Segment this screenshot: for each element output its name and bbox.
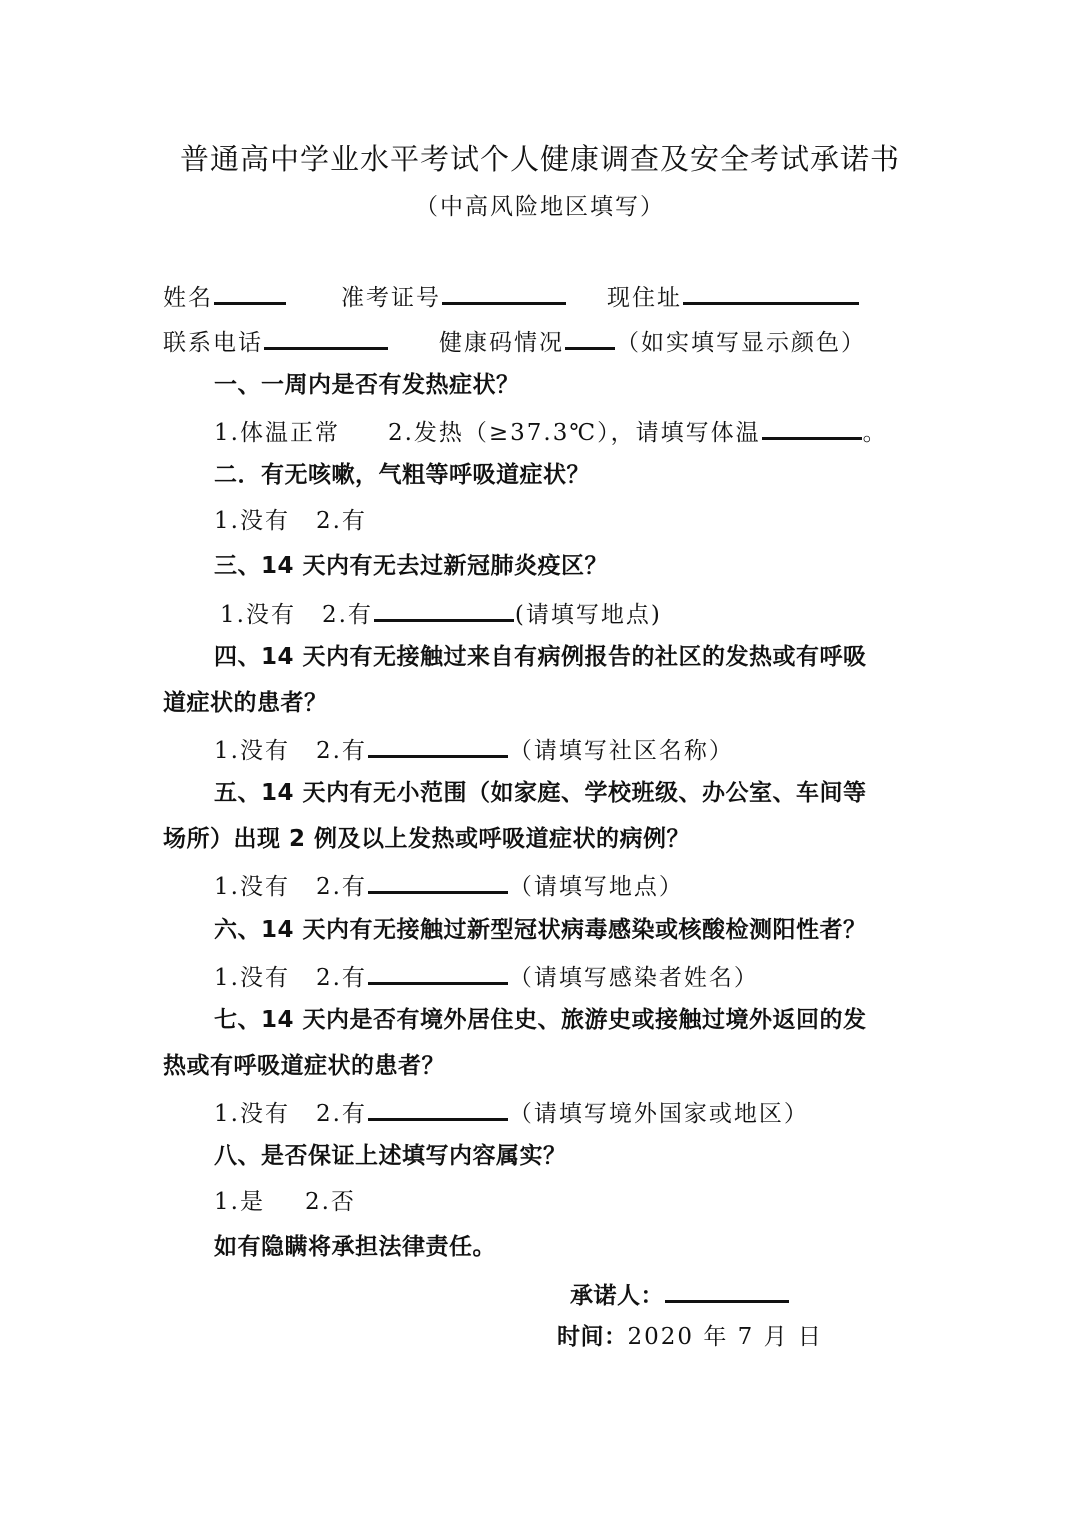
q1-option-1[interactable]: 1.体温正常 xyxy=(214,420,340,446)
q6-option-1[interactable]: 1.没有 xyxy=(214,965,290,991)
q6-note: （请填写感染者姓名） xyxy=(508,965,759,991)
q7-note: （请填写境外国家或地区） xyxy=(508,1101,809,1127)
q6-option-2[interactable]: 2.有 xyxy=(315,965,367,991)
address-label: 现住址 xyxy=(607,285,682,311)
exam-id-label: 准考证号 xyxy=(341,285,441,311)
q3-option-2[interactable]: 2.有 xyxy=(321,602,373,628)
q3-note: (请填写地点) xyxy=(514,602,662,628)
question-6-options xyxy=(214,960,759,993)
time-value: 2020 年 7 月 日 xyxy=(627,1324,823,1350)
q4-note: （请填写社区名称） xyxy=(508,738,734,764)
question-1-options xyxy=(214,415,888,448)
q8-option-1[interactable]: 1.是 xyxy=(214,1189,265,1215)
promiser-signature-field[interactable] xyxy=(665,1278,789,1303)
phone-field[interactable] xyxy=(264,325,388,350)
question-7-line-2: 热或有呼吸道症状的患者？ xyxy=(163,1053,445,1079)
q1-temperature-field[interactable] xyxy=(762,415,862,440)
q6-infected-name-field[interactable] xyxy=(368,960,508,985)
promiser-row xyxy=(570,1278,790,1311)
q5-note: （请填写地点） xyxy=(508,874,684,900)
time-row xyxy=(557,1322,823,1352)
time-label: 时间： xyxy=(557,1324,628,1350)
question-3-options xyxy=(220,597,662,630)
health-code-label: 健康码情况 xyxy=(439,330,564,356)
question-7-line-1: 七、14 天内是否有境外居住史、旅游史或接触过境外返回的发 xyxy=(214,1007,867,1033)
question-2-options xyxy=(214,506,367,536)
question-7-options xyxy=(214,1096,809,1129)
question-5-line-2: 场所）出现 2 例及以上发热或呼吸道症状的病例？ xyxy=(163,826,691,852)
info-row-1 xyxy=(163,280,860,313)
liability-statement: 如有隐瞒将承担法律责任。 xyxy=(214,1234,496,1260)
q2-option-2[interactable]: 2.有 xyxy=(315,508,367,534)
question-8-options xyxy=(214,1187,356,1217)
info-row-2 xyxy=(163,325,866,358)
q5-location-field[interactable] xyxy=(368,869,508,894)
q7-option-1[interactable]: 1.没有 xyxy=(214,1101,290,1127)
page-subtitle: （中高风险地区填写） xyxy=(415,194,665,220)
promiser-label: 承诺人： xyxy=(570,1283,664,1309)
q4-option-1[interactable]: 1.没有 xyxy=(214,738,290,764)
question-4-line-1: 四、14 天内有无接触过来自有病例报告的社区的发热或有呼吸 xyxy=(214,644,867,670)
q2-option-1[interactable]: 1.没有 xyxy=(214,508,290,534)
question-5-options xyxy=(214,869,684,902)
q1-end-mark: 。 xyxy=(862,420,888,446)
question-8: 八、是否保证上述填写内容属实？ xyxy=(214,1143,567,1169)
question-1: 一、一周内是否有发热症状？ xyxy=(214,372,520,398)
q3-option-1[interactable]: 1.没有 xyxy=(220,602,296,628)
q7-country-field[interactable] xyxy=(368,1096,508,1121)
page-title: 普通高中学业水平考试个人健康调查及安全考试承诺书 xyxy=(179,142,900,176)
question-6: 六、14 天内有无接触过新型冠状病毒感染或核酸检测阳性者？ xyxy=(214,917,867,943)
q4-community-field[interactable] xyxy=(368,733,508,758)
phone-label: 联系电话 xyxy=(163,330,263,356)
name-field[interactable] xyxy=(214,280,286,305)
question-3: 三、14 天内有无去过新冠肺炎疫区？ xyxy=(214,553,609,579)
name-label: 姓名 xyxy=(163,285,213,311)
q8-option-2[interactable]: 2.否 xyxy=(304,1189,356,1215)
question-2: 二．有无咳嗽，气粗等呼吸道症状？ xyxy=(214,462,590,488)
question-4-line-2: 道症状的患者？ xyxy=(163,690,328,716)
q5-option-2[interactable]: 2.有 xyxy=(315,874,367,900)
health-code-note: （如实填写显示颜色） xyxy=(616,330,866,356)
address-field[interactable] xyxy=(683,280,859,305)
q4-option-2[interactable]: 2.有 xyxy=(315,738,367,764)
exam-id-field[interactable] xyxy=(442,280,566,305)
q7-option-2[interactable]: 2.有 xyxy=(315,1101,367,1127)
question-4-options xyxy=(214,733,734,766)
health-code-field[interactable] xyxy=(565,325,615,350)
q5-option-1[interactable]: 1.没有 xyxy=(214,874,290,900)
question-5-line-1: 五、14 天内有无小范围（如家庭、学校班级、办公室、车间等 xyxy=(214,780,867,806)
q1-option-2[interactable]: 2.发热（≥37.3℃），请填写体温 xyxy=(387,420,761,446)
q3-location-field[interactable] xyxy=(374,597,514,622)
